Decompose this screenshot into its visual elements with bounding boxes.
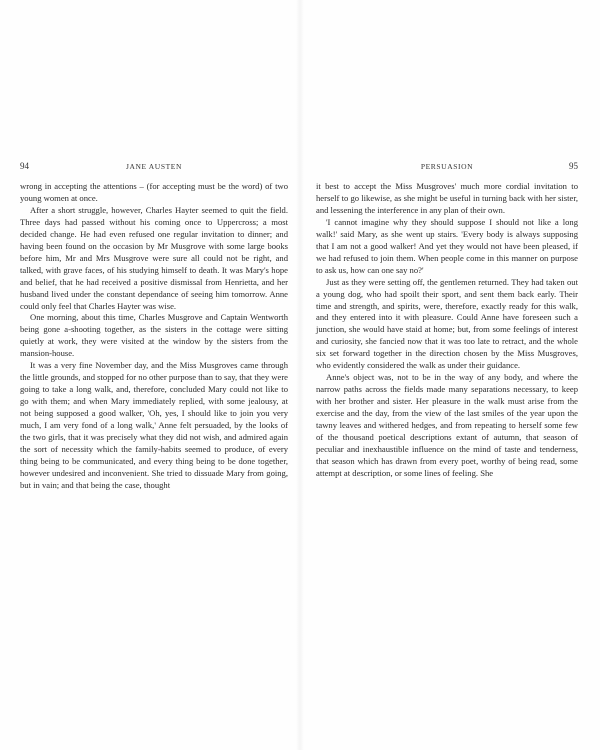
left-page-text: [20, 181, 288, 492]
paragraph: Anne's object was, not to be in the way of any body, and where the narrow paths across the fields made many separations necessary, to keep with her brother and sister. Her pleasure in the walk must arise from the exercise and the day, from the view of the last smiles of the year upon the tawny leaves and withered hedges, and from repeating to herself some few of the thousand poetical descriptions extant of autumn, that season of peculiar and inexhaustible influence on the mind of taste and tenderness, that season which has drawn from every poet, worthy of being read, some attempt at description, or some lines of feeling. She: [316, 372, 578, 478]
paragraph: Just as they were setting off, the gentlemen returned. They had taken out a young dog, who had spoilt their sport, and sent them back early. Their time and strength, and spirits, were, therefore, exactly ready for this walk, and they entered into it with pleasure. Could Anne have foreseen such a junction, she would have staid at home; but, from some feelings of interest and curiosity, she fancied now that it was too late to retract, and the whole six set forward together in the direction chosen by the Miss Musgroves, who evidently considered the walk as under their guidance.: [316, 276, 578, 371]
right-page: [316, 161, 578, 480]
right-running-head: PERSUASION: [420, 162, 474, 171]
paragraph: It was a very fine November day, and the Miss Musgroves came through the little grounds, and stopped for no other purpose than to say, that they were going to take a long walk, and, therefore, concluded Mary could not like to go with them; and when Mary immediately replied, with some jealousy, at not being supposed a good walker, 'Oh, yes, I should like to join you very much, I am very fond of a long walk,' Anne felt persuaded, by the looks of the two girls, that it was precisely what they did not wish, and admired again the sort of necessity which the family-habits seemed to produce, of every thing being to be communicated, and every thing being to be done together, however undesired and inconvenient. She tried to dissuade Mary from going, but in vain; and that being the case, thought: [20, 360, 288, 490]
paragraph: it best to accept the Miss Musgroves' much more cordial invitation to herself to go likewise, as she might be useful in turning back with her sister, and lessening the interference in any plan of their own.: [316, 181, 578, 215]
right-page-number: 95: [569, 161, 578, 171]
left-page-header: [20, 161, 288, 175]
right-page-text: [316, 181, 578, 480]
paragraph: After a short struggle, however, Charles Hayter seemed to quit the field. Three days had passed without his coming once to Uppercross; a most decided change. He had even refused one regular invitation to dinner; and having been found on the occasion by Mr Musgrove with some large books before him, Mr and Mrs Musgrove were sure all could not be right, and talked, with grave faces, of his studying himself to death. It was Mary's hope and belief, that he had received a positive dismissal from Henrietta, and her husband lived under the constant dependance of seeing him tomorrow. Anne could only feel that Charles Hayter was wise.: [20, 204, 288, 311]
left-page-number: 94: [20, 161, 29, 171]
paragraph: wrong in accepting the attentions – (for accepting must be the word) of two young women at once.: [20, 181, 288, 203]
right-page-header: [316, 161, 578, 175]
book-gutter: [296, 0, 304, 750]
left-page: [20, 161, 288, 492]
paragraph: One morning, about this time, Charles Musgrove and Captain Wentworth being gone a-shooting together, as the sisters in the cottage were sitting quietly at work, they were visited at the window by the sisters from the mansion-house.: [20, 312, 288, 359]
paragraph: 'I cannot imagine why they should suppose I should not like a long walk!' said Mary, as she went up stairs. 'Every body is always supposing that I am not a good walker! And yet they would not have been pleased, if we had refused to join them. When people come in this manner on purpose to ask us, how can one say no?': [316, 216, 578, 275]
left-running-head: JANE AUSTEN: [126, 162, 182, 171]
